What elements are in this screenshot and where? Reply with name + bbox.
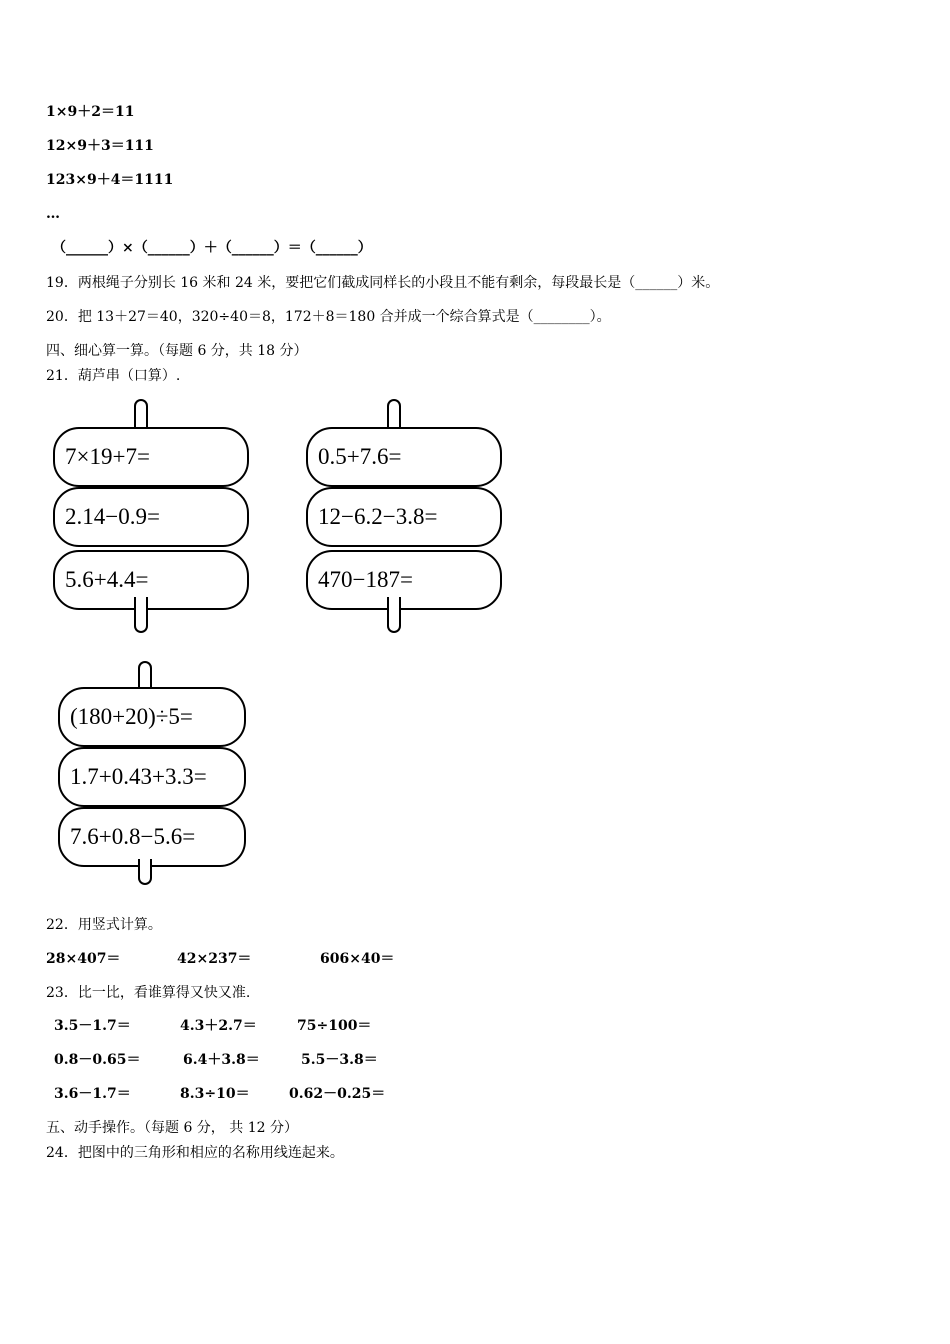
question-19: 19．两根绳子分别长 16 米和 24 米，要把它们截成同样长的小段且不能有剩余，每段最长是（______）米。 [46, 275, 720, 291]
pattern-line-3: 123×9＋4＝1111 [46, 172, 174, 188]
gourd-bead: 5.6+4.4= [53, 550, 249, 610]
q23-item: 3.5－1.7＝ [54, 1018, 131, 1034]
gourd-bead: 2.14−0.9= [53, 487, 249, 547]
gourd-bead: 7.6+0.8−5.6= [58, 807, 246, 867]
q23-item: 0.8－0.65＝ [54, 1052, 141, 1068]
question-20: 20．把 13＋27＝40，320÷40＝8，172＋8＝180 合并成一个综合算式是（________）。 [46, 309, 611, 325]
gourd-bead: (180+20)÷5= [58, 687, 246, 747]
gourd-1 [47, 399, 247, 633]
gourd-bead: 0.5+7.6= [306, 427, 502, 487]
question-21: 21．葫芦串（口算）. [46, 368, 181, 384]
q22-item: 606×40＝ [320, 951, 395, 967]
pattern-line-2: 12×9＋3＝111 [46, 138, 154, 154]
q23-item: 5.5－3.8＝ [301, 1052, 378, 1068]
q23-item: 0.62－0.25＝ [289, 1086, 386, 1102]
gourd-stick-bottom [387, 597, 401, 633]
gourd-bead: 7×19+7= [53, 427, 249, 487]
gourd-bead: 470−187= [306, 550, 502, 610]
q23-item: 6.4＋3.8＝ [183, 1052, 260, 1068]
gourd-stick-bottom [134, 597, 148, 633]
question-24: 24．把图中的三角形和相应的名称用线连起来。 [46, 1145, 344, 1161]
q22-item: 28×407＝ [46, 951, 121, 967]
q23-item: 3.6－1.7＝ [54, 1086, 131, 1102]
q23-item: 75÷100＝ [297, 1018, 372, 1034]
section-5-heading: 五、动手操作。（每题 6 分， 共 12 分） [46, 1120, 298, 1136]
gourd-stick-bottom [138, 859, 152, 885]
gourd-bead: 12−6.2−3.8= [306, 487, 502, 547]
gourd-3 [52, 661, 248, 885]
question-22: 22．用竖式计算。 [46, 917, 162, 933]
q23-item: 4.3＋2.7＝ [180, 1018, 257, 1034]
pattern-ellipsis: … [46, 206, 60, 222]
q23-item: 8.3÷10＝ [180, 1086, 250, 1102]
q22-item: 42×237＝ [177, 951, 252, 967]
pattern-blank-line: （______）×（______）＋（______）＝（______） [52, 240, 372, 256]
gourd-2 [300, 399, 500, 633]
gourd-bead: 1.7+0.43+3.3= [58, 747, 246, 807]
question-23: 23．比一比，看谁算得又快又准. [46, 985, 251, 1001]
section-4-heading: 四、细心算一算。（每题 6 分，共 18 分） [46, 343, 308, 359]
pattern-line-1: 1×9＋2＝11 [46, 104, 135, 120]
